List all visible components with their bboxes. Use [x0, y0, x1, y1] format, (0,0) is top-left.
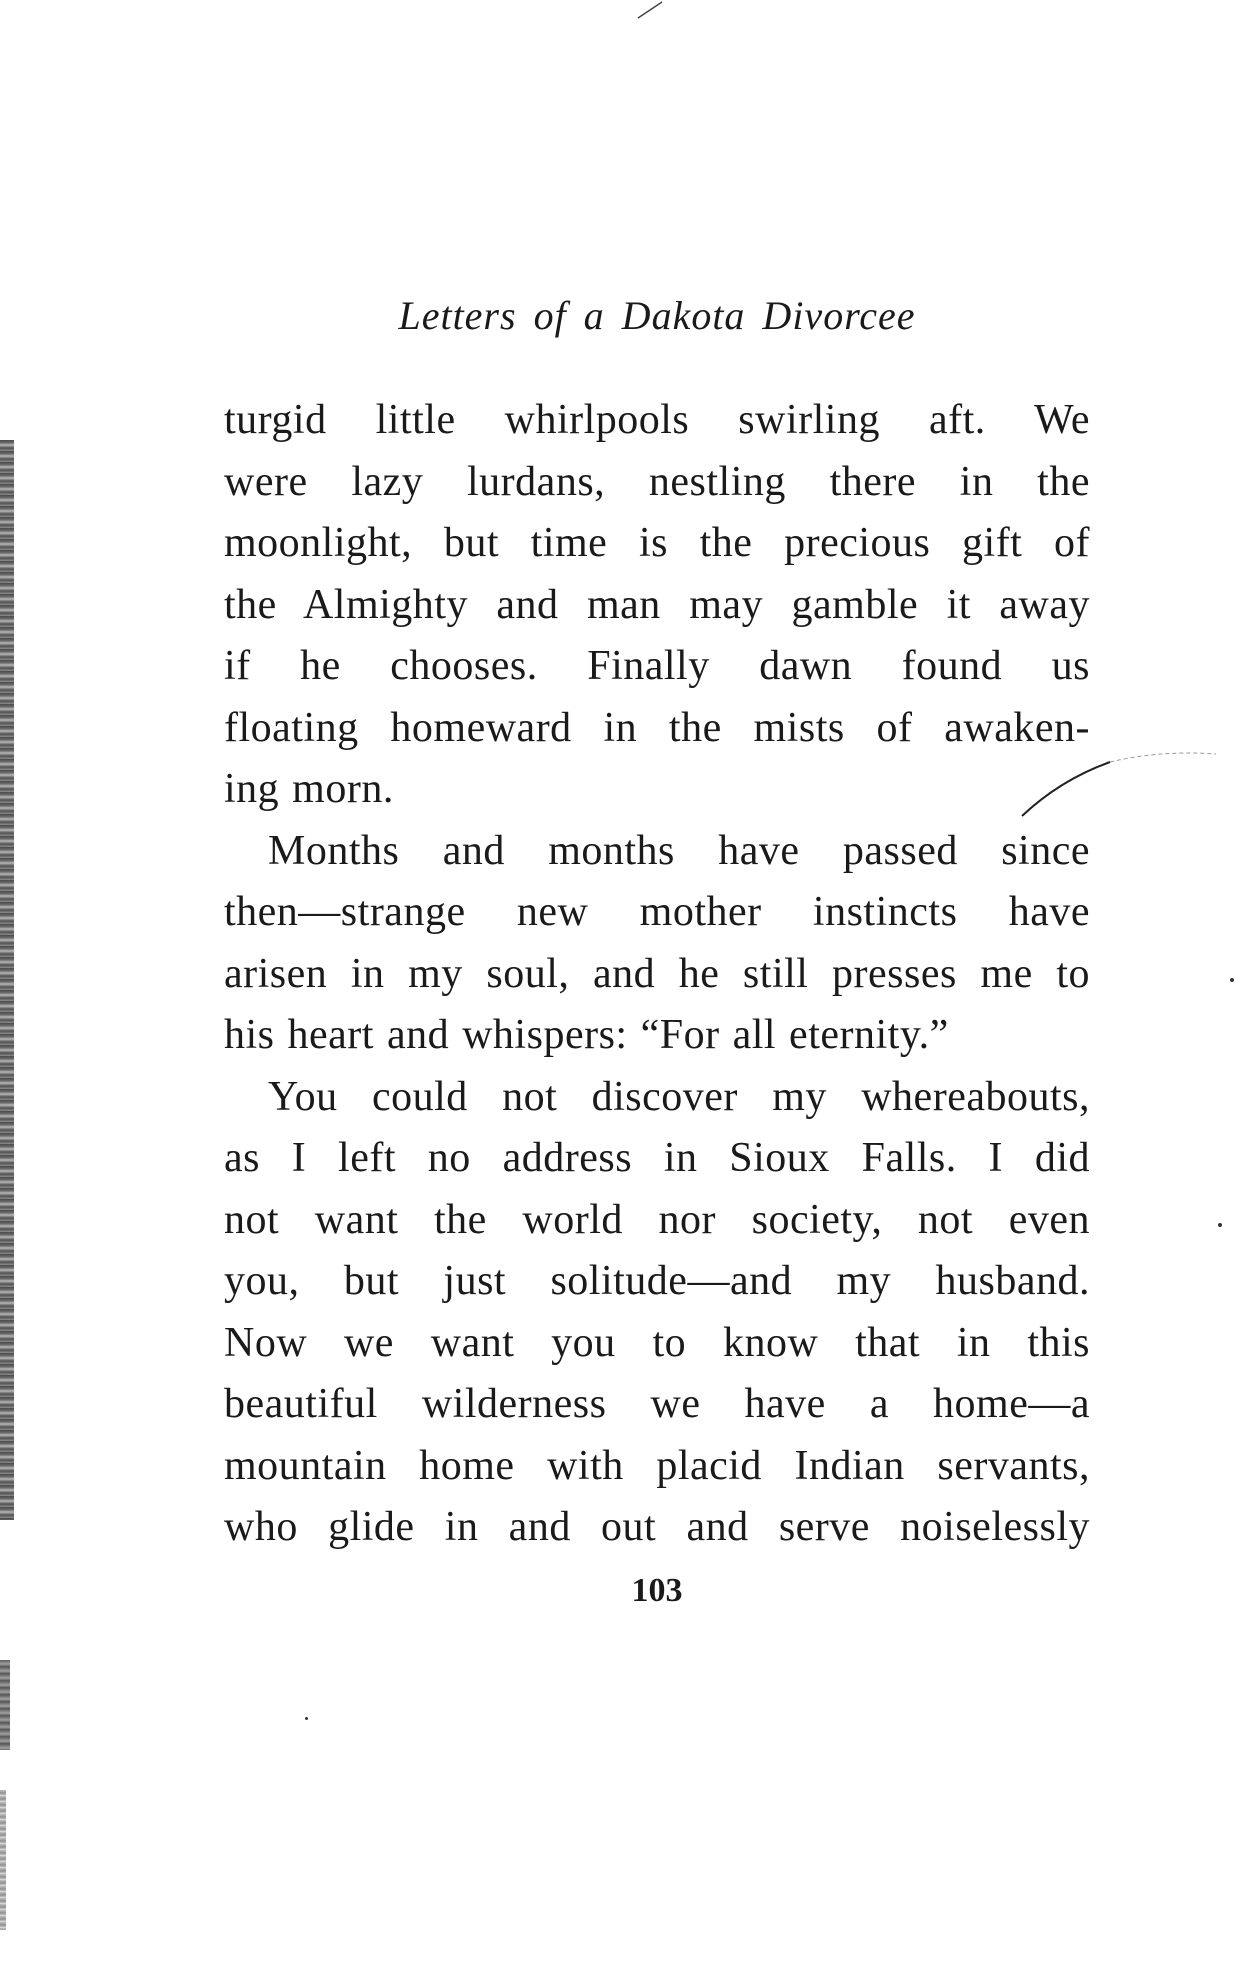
- text-line: then—strange new mother instincts have: [224, 889, 1090, 935]
- text-line: ing morn.: [224, 766, 394, 812]
- pencil-mark-top: [636, 0, 666, 20]
- text-line: Months and months have passed since: [268, 827, 1090, 874]
- speck-2: [1218, 1223, 1222, 1227]
- binding-shadow-lower: [0, 1660, 10, 1750]
- text-line: You could not discover my whereabouts,: [268, 1073, 1090, 1120]
- binding-shadow-bottom: [0, 1790, 6, 1930]
- speck-3: [305, 1717, 308, 1720]
- text-line: floating homeward in the mists of awaken-: [224, 704, 1090, 751]
- text-line: his heart and whispers: “For all eternity.”: [224, 1012, 949, 1058]
- text-line: moonlight, but time is the precious gift of: [224, 520, 1090, 566]
- text-line: as I left no address in Sioux Falls. I did: [224, 1135, 1090, 1181]
- page-number: 103: [631, 1572, 683, 1609]
- text-line: were lazy lurdans, nestling there in the: [224, 458, 1090, 505]
- text-line: mountain home with placid Indian servants,: [224, 1442, 1090, 1489]
- page-body: [224, 390, 1090, 1559]
- text-line: if he chooses. Finally dawn found us: [224, 643, 1090, 689]
- running-title: Letters of a Dakota Divorcee: [398, 293, 916, 338]
- text-line: arisen in my soul, and he still presses me to: [224, 950, 1090, 997]
- binding-shadow: [0, 440, 14, 1520]
- text-line: beautiful wilderness we have a home—a: [224, 1381, 1090, 1427]
- text-line: turgid little whirlpools swirling aft. We: [224, 397, 1090, 443]
- speck-1: [1230, 978, 1234, 982]
- text-line: the Almighty and man may gamble it away: [224, 581, 1090, 628]
- text-line: not want the world nor society, not even: [224, 1196, 1090, 1243]
- text-line: Now we want you to know that in this: [224, 1319, 1090, 1366]
- text-line: who glide in and out and serve noiselessly: [224, 1504, 1090, 1550]
- text-line: you, but just solitude—and my husband.: [224, 1258, 1090, 1304]
